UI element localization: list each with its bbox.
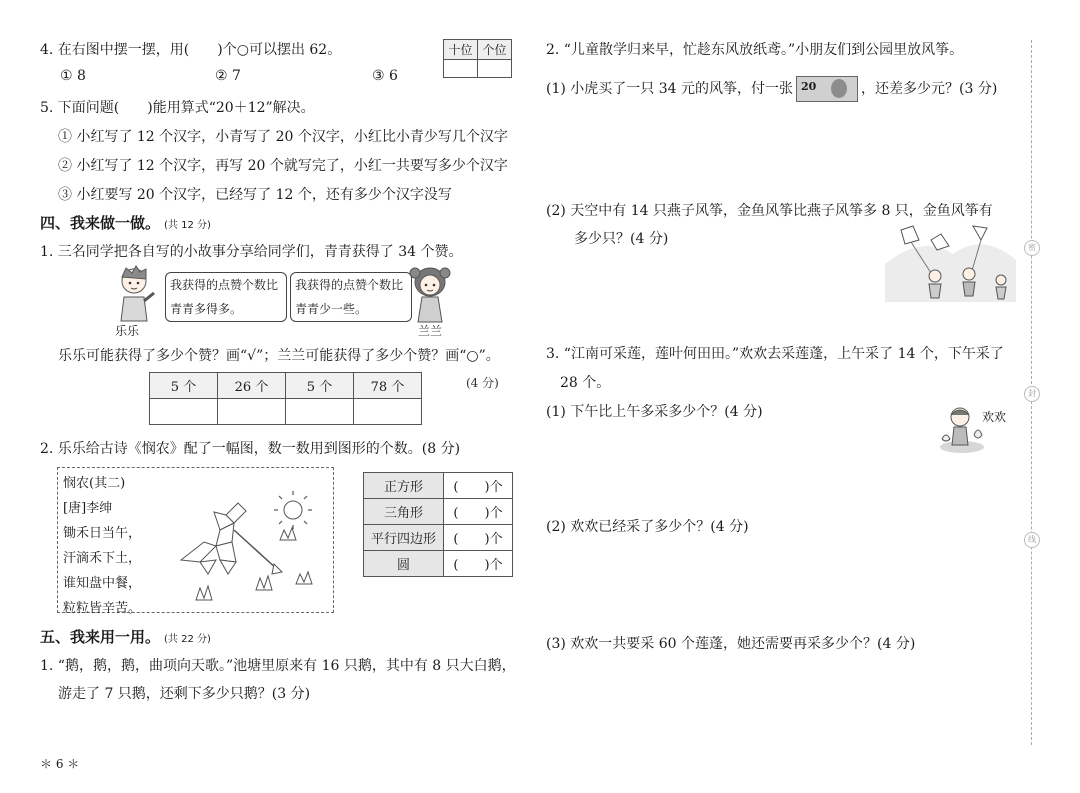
- r-q3-line2: 28 个。: [560, 375, 611, 391]
- q5-option-1: ① 小红写了 12 个汉字，小青写了 20 个汉字，小红比小青少写几个汉字: [58, 129, 508, 145]
- seal-mark-1: 密: [1024, 240, 1040, 256]
- lanlan-label: 兰兰: [418, 324, 443, 338]
- shape-square-label: 正方形: [364, 473, 444, 499]
- r-q2-p2-line1: (2) 天空中有 14 只燕子风筝，金鱼风筝比燕子风筝多 8 只，金鱼风筝有: [546, 203, 993, 219]
- answer-cell-1[interactable]: [150, 399, 218, 425]
- poem-line-1: 悯农(其二): [63, 476, 126, 491]
- r-q3-p3: (3) 欢欢一共要采 60 个莲蓬，她还需要再采多少个？(4 分): [546, 636, 916, 652]
- poem-line-2: [唐]李绅: [63, 501, 113, 516]
- r-q3-p2: (2) 欢欢已经采了多少个？(4 分): [546, 519, 749, 535]
- seal-mark-3: 线: [1024, 532, 1040, 548]
- choice-1: 5 个: [150, 373, 218, 399]
- s5q1-line1: 1. “鹅，鹅，鹅，曲项向天歌。”池塘里原来有 16 只鹅，其中有 8 只大白鹅，: [40, 658, 516, 674]
- poem-line-3: 锄禾日当午，: [63, 526, 142, 541]
- q4-option-1: ① 8: [60, 68, 86, 84]
- q5-option-2: ② 小红写了 12 个汉字，再写 20 个就写完了，小红一共要写多少个汉字: [58, 158, 508, 174]
- shape-count-table: [363, 472, 513, 577]
- s4q1-text: 1. 三名同学把各自写的小故事分享给同学们，青青获得了 34 个赞。: [40, 244, 463, 260]
- choice-2: 26 个: [218, 373, 286, 399]
- shape-triangle-answer[interactable]: ( )个: [444, 499, 513, 525]
- poem-line-5: 谁知盘中餐，: [63, 576, 142, 591]
- shape-square-answer[interactable]: ( )个: [444, 473, 513, 499]
- s4q1-question: 乐乐可能获得了多少个赞？画“√”；兰兰可能获得了多少个赞？画“○”。: [58, 348, 500, 364]
- r-q2-p1-before: (1) 小虎买了一只 34 元的风筝，付一张: [546, 81, 793, 97]
- section-4-title: 四、我来做一做。: [40, 214, 161, 232]
- banknote-value: 20: [801, 80, 817, 93]
- q5-option-3: ③ 小红要写 20 个汉字，已经写了 12 个，还有多少个汉字没写: [58, 187, 452, 203]
- lanlan-girl-illustration: [408, 265, 452, 323]
- s4q1-points: (4 分): [466, 376, 499, 390]
- tangram-farmer-illustration: [176, 490, 331, 608]
- place-value-table: [443, 39, 512, 78]
- seal-mark-2: 封: [1024, 386, 1040, 402]
- q5-text: 5. 下面问题( )能用算式“20＋12”解决。: [40, 100, 315, 116]
- kite-flying-illustration: [883, 224, 1018, 302]
- likes-choice-table: [149, 372, 422, 425]
- section-4-score: (共 12 分): [164, 220, 211, 231]
- shape-circle-label: 圆: [364, 551, 444, 577]
- r-q2-text: 2. “儿童散学归来早，忙趁东风放纸鸢。”小朋友们到公园里放风筝。: [546, 42, 964, 58]
- section-5-heading: [40, 626, 211, 647]
- r-q3-p1: (1) 下午比上午多采多少个？(4 分): [546, 404, 763, 420]
- r-q2-p2-line2: 多少只？(4 分): [574, 231, 669, 247]
- lele-label: 乐乐: [115, 324, 140, 338]
- poem-picture-box: [57, 467, 334, 616]
- lanlan-speech-bubble: 我获得的点赞个数比青青少一些。: [290, 272, 412, 322]
- page-number: ＊ 6 ＊: [40, 757, 80, 771]
- shape-parallelogram-answer[interactable]: ( )个: [444, 525, 513, 551]
- banknote: [796, 76, 858, 102]
- ones-header: 个位: [478, 40, 512, 60]
- huanhuan-illustration: [938, 405, 986, 455]
- answer-cell-2[interactable]: [218, 399, 286, 425]
- choice-4: 78 个: [354, 373, 422, 399]
- section-5-title: 五、我来用一用。: [40, 628, 161, 646]
- section-5-score: (共 22 分): [164, 634, 211, 645]
- s4q2-text: 2. 乐乐给古诗《悯农》配了一幅图，数一数用到图形的个数。(8 分): [40, 441, 461, 457]
- poem-line-4: 汗滴禾下土，: [63, 551, 142, 566]
- r-q3-line1: 3. “江南可采莲，莲叶何田田。”欢欢去采莲蓬，上午采了 14 个，下午采了: [546, 346, 1004, 362]
- tens-header: 十位: [444, 40, 478, 60]
- section-4-heading: [40, 212, 211, 233]
- poem-line-6: 粒粒皆辛苦。: [63, 601, 142, 616]
- lele-speech-bubble: 我获得的点赞个数比青青多得多。: [165, 272, 287, 322]
- poem-text: [63, 471, 141, 621]
- q4-text: 4. 在右图中摆一摆，用( )个○可以摆出 62。: [40, 42, 342, 58]
- answer-cell-3[interactable]: [286, 399, 354, 425]
- q4-option-2: ② 7: [215, 68, 241, 84]
- tens-cell: [444, 60, 478, 78]
- answer-cell-4[interactable]: [354, 399, 422, 425]
- portrait-icon: [831, 79, 847, 98]
- huanhuan-label: 欢欢: [982, 410, 1007, 424]
- q4-option-3: ③ 6: [372, 68, 398, 84]
- lele-boy-illustration: [112, 265, 156, 323]
- r-q2-p1: [546, 76, 997, 102]
- choice-3: 5 个: [286, 373, 354, 399]
- r-q2-p1-after: ，还差多少元？(3 分): [861, 81, 998, 97]
- s5q1-line2: 游走了 7 只鹅，还剩下多少只鹅？(3 分): [58, 686, 311, 702]
- shape-triangle-label: 三角形: [364, 499, 444, 525]
- ones-cell: [478, 60, 512, 78]
- shape-circle-answer[interactable]: ( )个: [444, 551, 513, 577]
- shape-parallelogram-label: 平行四边形: [364, 525, 444, 551]
